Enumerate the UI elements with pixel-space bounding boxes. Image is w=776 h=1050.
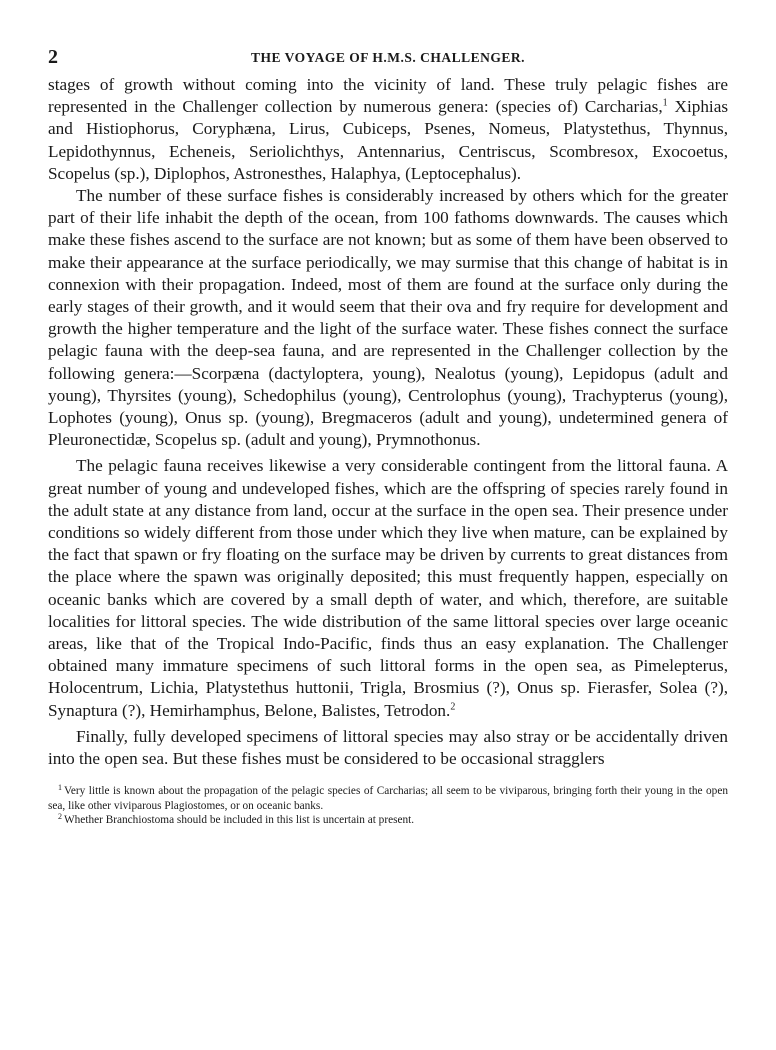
page [48, 46, 728, 828]
page-header [48, 46, 728, 74]
footnote-1-mark: 1 [58, 782, 62, 792]
footnote-ref-1[interactable]: 1 [662, 97, 668, 109]
paragraph-1-text-a: stages of growth without coming into the vicinity of land. These truly pelagic fishes are represented in the Challenger collection by numerous genera: (species of) Carcharias, [48, 75, 728, 117]
paragraph-1 [48, 74, 728, 185]
footnote-ref-2[interactable]: 2 [450, 700, 456, 712]
footnote-1-text: Very little is known about the propagation of the pelagic species of Carcharias; all seem to be viviparous, bringing forth their young in the open sea, like other viviparous Plagiostomes, or on oceanic banks. [48, 785, 728, 812]
footnote-2-text: Whether Branchiostoma should be included in this list is uncertain at present. [64, 814, 415, 827]
footnotes [48, 784, 728, 828]
running-title: THE VOYAGE OF H.M.S. CHALLENGER. [250, 50, 526, 65]
footnote-2 [48, 813, 728, 828]
paragraph-2: The number of these surface fishes is considerably increased by others which for the greater part of their life inhabit the depth of the ocean, from 100 fathoms downwards. The causes which make these fishes ascend to the surface are not known; but as some of them have been observed to make their appearance at the surface periodically, we may surmise that this change of habitat is in connexion with their propagation. Indeed, most of them are found at the surface only during the early stages of their growth, and it would seem that their ova and fry require for development and growth the higher temperature and the light of the surface water. These fishes connect the surface pelagic fauna with the deep-sea fauna, and are represented in the Challenger collection by the following genera:—Scorpæna (dactyloptera, young), Nealotus (young), Lepidopus (adult and young), Thyrsites (young), Schedophilus (young), Centrolophus (young), Trachypterus (young), Lophotes (young), Onus sp. (young), Bregmaceros (adult and young), undetermined genera of Pleuronectidæ, Scopelus sp. (adult and young), Prymnothonus. [48, 186, 728, 450]
paragraph-3 [48, 455, 728, 721]
paragraph-1-text-b: Xiphias and Histiophorus, Coryphæna, Lirus, Cubiceps, Psenes, Nomeus, Platystethus, Thynnus, Lepidothynnus, Echeneis, Seriolichthys, Antennarius, Centriscus, Scombresox, Exocoetus, Scopelus (sp.), Diplophos, Astronesthes, Halaphya, (Leptocephalus). [48, 97, 729, 183]
paragraph-3-text: The pelagic fauna receives likewise a very considerable contingent from the littoral fauna. A great number of young and undeveloped fishes, which are the offspring of species rarely found in the adult state at any distance from land, occur at the surface in the open sea. Their presence under conditions so widely different from those under which they live when mature, can be explained by the fact that spawn or fry floating on the surface may be driven by currents to great distances from the place where the spawn was originally deposited; this must frequently happen, especially on oceanic banks which are covered by a small depth of water, and which, therefore, are suitable localities for littoral species. The wide distribution of the same littoral species over large oceanic areas, like that of the Tropical Indo-Pacific, finds thus an easy explanation. The Challenger obtained many immature specimens of such littoral forms in the open sea, as Pimelepterus, Holocentrum, Lichia, Platystethus huttonii, Trigla, Brosmius (?), Onus sp. Fierasfer, Solea (?), Synaptura (?), Hemirhamphus, Belone, Balistes, Tetrodon. [48, 456, 728, 720]
footnote-1 [48, 784, 728, 813]
footnote-2-mark: 2 [58, 811, 62, 821]
paragraph-4: Finally, fully developed specimens of littoral species may also stray or be accidentally driven into the open sea. But these fishes must be considered to be occasional stragglers [48, 726, 728, 769]
page-number: 2 [48, 46, 58, 68]
